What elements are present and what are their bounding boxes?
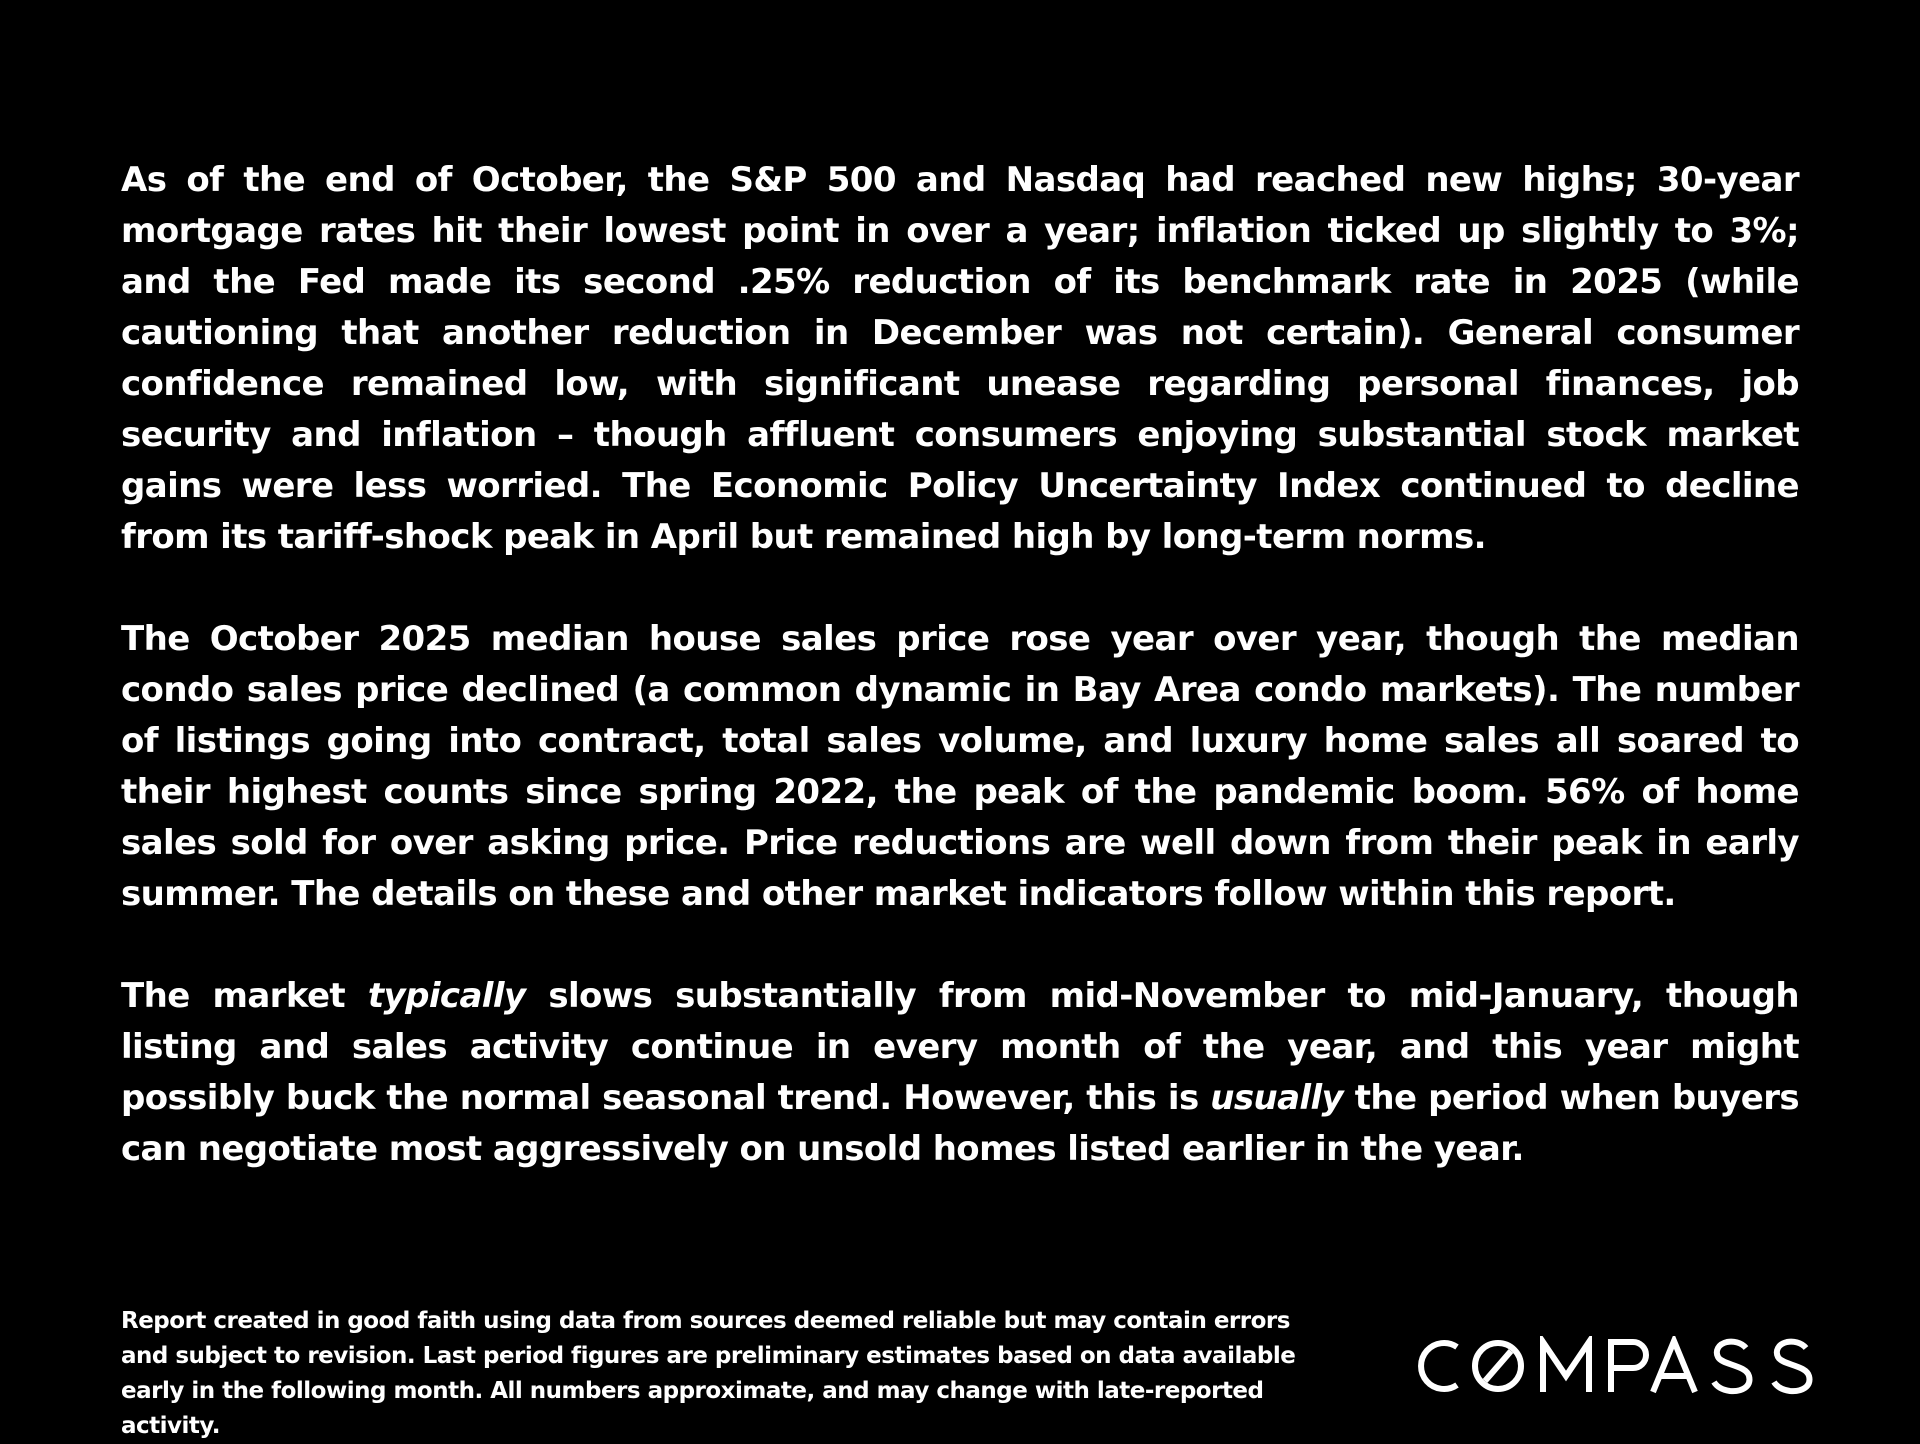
disclaimer: Report created in good faith using data from sources deemed reliable but may contain errors and subject to revision. Last period figures are preliminary estimates based on data available early in the following month. All numbers approximate, and may change with late-reported activity. (121, 1308, 1296, 1439)
paragraph-seasonal-outlook (121, 971, 1799, 1175)
emphasis-text: typically (367, 976, 526, 1016)
paragraph-text: the period when buyers can negotiate most aggressively on unsold homes listed earlier in the year. (121, 1078, 1799, 1169)
paragraph-text: The October 2025 median house sales price rose year over year, though the median condo sales price declined (a common dynamic in Bay Area condo markets). The number of listings going into contract, total sales volume, and luxury home sales all soared to their highest counts since spring 2022, the peak of the pandemic boom. 56% of home sales sold for over asking price. Price reductions are well down from their peak in early summer. The details on these and other market indicators follow within this report. (121, 619, 1799, 914)
compass-logo (1413, 1336, 1819, 1396)
paragraph-text: As of the end of October, the S&P 500 and Nasdaq had reached new highs; 30-year mortgage rates hit their lowest point in over a year; inflation ticked up slightly to 3%; and the Fed made its second .25% reduction of its benchmark rate in 2025 (while cautioning that another reduction in December was not certain). General consumer confidence remained low, with significant unease regarding personal finances, job security and inflation – though affluent consumers enjoying substantial stock market gains were less worried. The Economic Policy Uncertainty Index continued to decline from its tariff-shock peak in April but remained high by long-term norms. (121, 160, 1799, 557)
paragraph-text: slows substantially from mid-November to mid-January, though listing and sales activity continue in every month of the year, and this year might possibly buck the normal seasonal trend. However, this is (121, 976, 1800, 1118)
report-summary (121, 155, 1799, 1175)
emphasis-text: usually (1210, 1078, 1344, 1118)
paragraph-local-market (121, 614, 1799, 920)
paragraph-market-context (121, 155, 1799, 563)
paragraph-text: The market (121, 976, 368, 1016)
